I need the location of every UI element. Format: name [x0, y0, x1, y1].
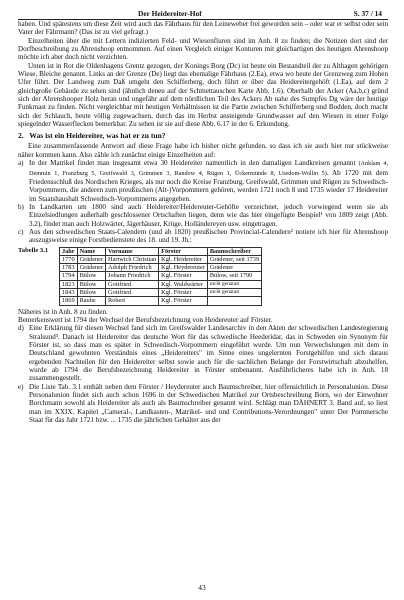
table-cell: Kgl. Heydereuter	[159, 264, 208, 272]
table-row	[60, 280, 262, 288]
list-label: d)	[18, 324, 24, 333]
table-cell: Gottfried	[106, 289, 159, 297]
table-cell: Rauhe	[77, 297, 105, 305]
table-cell: Kgl. Förster	[159, 297, 208, 305]
paragraph-4: Eine zusammenfassende Antwort auf diese Frage habe ich bisher nicht gefunden, so dass ich sie auch hier nur stückweise näher kommen kann. Also zähle ich zunächst einige Einzelheiten auf:	[18, 142, 388, 159]
list-label: e)	[18, 382, 24, 391]
list-text: Aus den schwedischen Staats-Calendern (und ab 1820) preußischen Provincial-Calendern² notiere ich hier für Ahrenshoop auszugsweise einige Forstbedienstete des 18. und 19. Jh.:	[29, 227, 388, 245]
list-small-note: (Anklam 4, Demmin 1, Franzburg 5, Greifswald 3, Grimmen 3, Randow 4, Rügen 1, Ückermünde 8, Usedom-Wollin 5)	[29, 160, 388, 177]
table-header: Jahr	[60, 247, 78, 255]
list-item-a	[18, 159, 388, 203]
paragraph-5: Näheres ist in Anh. 8 zu finden.	[18, 307, 108, 316]
list-label: c)	[18, 227, 24, 236]
table-header-row	[60, 247, 262, 255]
table-cell: 1770	[60, 255, 78, 263]
table-cell: Grädener	[77, 255, 105, 263]
table-block	[18, 247, 388, 306]
table-cell: nicht genannt	[207, 280, 261, 288]
list-text: In Landkarten um 1800 sind auch Heidereiter/Heidereuter-Gehöfte verzeichnet, jedoch vorwiegend wenn sie als Einzelsiedlungen außerhalb geschlossener Ortschaften liegen, denn wie das hier eingefügte Beispiel¹ von 1809 zeigt (Abb. 3.2), findet man auch Holzwärter, Jägerhäuser, Krüge, Holländereyen usw. eingetragen.	[29, 202, 388, 228]
table-cell: Hartwich Christian	[106, 255, 159, 263]
table-row	[60, 255, 262, 263]
list-item-e	[18, 383, 388, 425]
table-cell: Bülow	[77, 289, 105, 297]
table-cell: 1843	[60, 289, 78, 297]
table-cell: Gottfried	[106, 280, 159, 288]
table-row	[60, 264, 262, 272]
paragraph-2: Einzelheiten über die mit Lettern indizierten Feld- und Wiesenfluren sind im Anh. 8 zu finden; die Notizen dort sind der Dorfbeschreibung zu Ahrenshoop entnommen. Auf einen Vergleich einiger Konturen mit gleichartigen des heutigen Ahrenshoop möchte ich aber doch nicht verzichten.	[18, 36, 388, 62]
forestry-staff-table	[59, 247, 262, 306]
paragraph-6: Bemerkenswert ist 1794 der Wechsel der Berufsbezeichnung von Heidereuter auf Förster.	[18, 316, 273, 325]
table-cell: Grädener	[77, 264, 105, 272]
section-title: Was ist ein Heidereiter, was hat er zu tun?	[29, 131, 166, 141]
header-title: Der Heidereiter-Hof	[138, 9, 202, 18]
table-cell: Grädener	[207, 264, 261, 272]
list-text: Eine Erklärung für diesen Wechsel fand sich im Greifswalder Landesarchiv in den Akten der schwedischen Landesregierung Stralsund³. Danach ist Heidereiter das deutsche Wort für das schwedische Heederidar, das in Schweden ein Synonym für Förster ist, so dass man es später in Schwedisch-Vorpommern eingeführt wurde. Um nun Verwechslungen mit dem in Deutschland gewohnten Verständnis eines „Heidereiters" im Sinne eines ungelernten Forstgehilfen und sich daraus ergebenden Nachteilen für den Heidereiter selbst sowie auch für die sachlichen Belange der Forstwirtschaft abzuhelfen, wurde ab 1794 die Berufsbezeichnung Heidereiter in Förster umbenannt. Ausführlicheres habe ich in Anh. 18 zusammengestellt.	[29, 324, 388, 383]
table-cell: Robert	[106, 297, 159, 305]
table-cell: Bülow	[77, 280, 105, 288]
header-page-ref: S. 37 / 14	[353, 9, 382, 18]
table-row	[60, 297, 262, 305]
table-cell: Kgl. Waldwärter	[159, 280, 208, 288]
table-cell: nicht genannt	[207, 289, 261, 297]
table-cell: 1823	[60, 280, 78, 288]
table-header: Vorname	[106, 247, 159, 255]
table-cell	[207, 297, 261, 305]
list-label: b)	[18, 202, 24, 211]
paragraph-3: Unten ist in Rot die Oldenhagens Grentz gezogen, der Konings Borg (Dc) ist heute ein Bestandteil der zu Althagen gehörigen Wiese, Bleiche genannt. Links an der Grenze (De) liegt das ehemalige Fährhaus (2.Ea), etwa wo heute der Grenzweg zum Hohen Ufer führt. Der Landweg zum Daß umgeht den Schifferberg, doch führt er über das Heidereitergehöft (1.Ea), auf dem 2 gleichgroße Gebäude zu sehen sind (ähnlich denen auf der Schmettauschen Karte Abb. 1.6). Oberhalb der Acker (Aa,b,c) gründ sich der Ahrenshooper Holz heran und ungefähr auf dem nördlichen Teil des Ackers Ab nahe des Sumpfes Dg wäre der heutige Funkmast zu finden. Nicht vergleichbar mit heutigen Verhältnissen ist die Partie zwischen Schifferberg und Bodden, doch macht sich der Schlauch, heute völlig zugewachsen, durch das im Herbst ansteigende Grundwasser auf den Wiesen in einer Folge spiegelnder Wasserflecken bemerkbar. Zu sehen ist sie auf diese Abb. 6.17 in der 6. Erkundung.	[18, 61, 388, 129]
table-cell: 1794	[60, 272, 78, 280]
list-text: Die Liste Tab. 3.1 enthält neben dem Förster / Heydereuter auch Baumschreiber, hier offensichtlich in Personalunion. Diese Personalunion findet sich auch schon 1696 in der Schwedischen Matrikel zur Ortsbeschreibung Born, wo der Einwohner Borchmann sowohl als Heidereiter als auch als Baumschreiber genannt wird. Schlägt man DÄHNERT 3. Band auf, so liest man im XXIX. Kapitel „Cameral-, Landkasten-, Matrikel- und und Contributions-Verordnungen" unter Der Pommersche Staat für das Jahr 1721 bzw. ... 1735 die jährlichen Gehälter aus der	[29, 382, 388, 425]
table-header: Name	[77, 247, 105, 255]
list-item-d	[18, 324, 388, 382]
table-header: Baumschreiber	[207, 247, 261, 255]
running-header	[18, 9, 388, 20]
list-text-part: In der Matrikel findet man insgesamt etwa 30 Heidereiter namentlich in den damaligen Landkreisen genannt	[29, 159, 359, 168]
section-heading	[18, 131, 388, 140]
list-label: a)	[18, 159, 24, 168]
table-cell: Johann Friedrich	[106, 272, 159, 280]
paragraph-1: haben. Und spätestens um diese Zeit wird auch das Fährhaus für den Leineweber frei geworden sein – oder war er selbst oder sein Vater der Fährmann? (Das ist zu viel gefragt.)	[18, 20, 388, 37]
section-number: 2.	[18, 131, 24, 141]
list-item-b	[18, 203, 388, 228]
list-text-part: . Ab 1720 mit dem Friedensschluß des Nordischen Krieges, als nur noch die Kreise Franzburg, Greifswald, Grimmen und Rügen zu Schwedisch-Vorpommern, die anderen zum preußischen (Alt-)Vorpommern gehören, werden 1721 noch 8 und 1735 wieder 17 Heidereiter im Staatshaushalt Schwedisch-Vorpommerns angegeben.	[29, 168, 388, 203]
table-caption: Tabelle 3.1	[18, 246, 49, 254]
table-cell: Grädener, seit 1739	[207, 255, 261, 263]
table-cell: Kgl. Förster	[159, 272, 208, 280]
table-cell: 1783	[60, 264, 78, 272]
table-row	[60, 272, 262, 280]
table-header: Förster	[159, 247, 208, 255]
list-item-c	[18, 228, 388, 245]
table-cell: 1869	[60, 297, 78, 305]
table-cell: Kgl. Heidereiter	[159, 255, 208, 263]
table-cell: Kgl. Förster	[159, 289, 208, 297]
table-cell: Adolph Friedrich	[106, 264, 159, 272]
table-row	[60, 289, 262, 297]
table-cell: Bülow, seit 1790	[207, 272, 261, 280]
table-cell: Bülow	[77, 272, 105, 280]
list-text	[29, 159, 388, 203]
page-number: 43	[198, 582, 206, 592]
